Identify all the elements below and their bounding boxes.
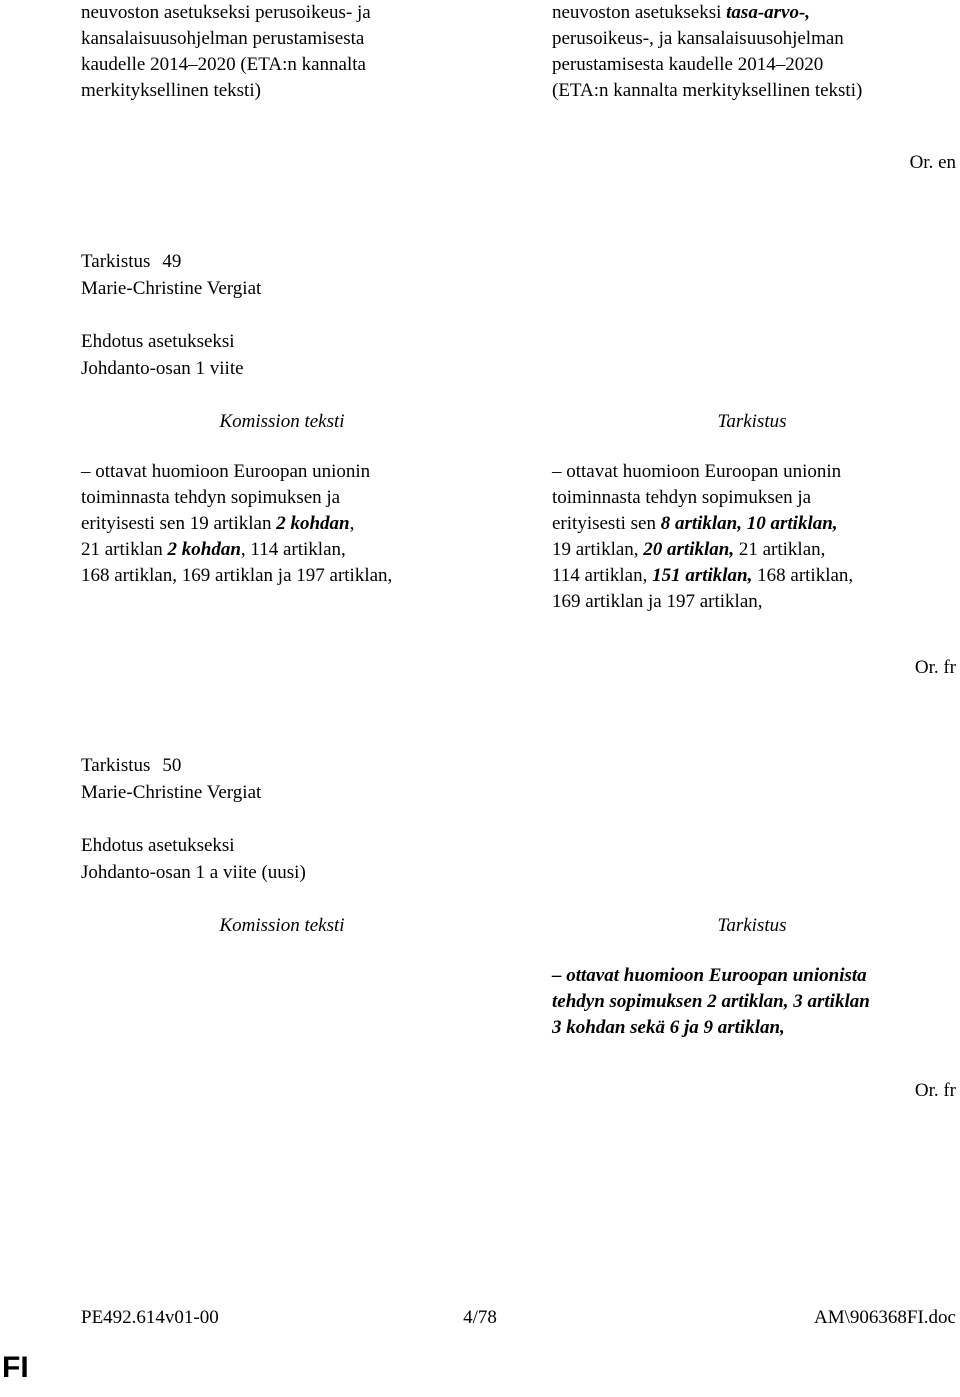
text-run: 21 artiklan, <box>734 539 826 560</box>
header-right-text <box>552 0 952 104</box>
proposal-label: Ehdotus asetukseksi <box>81 835 235 856</box>
emphasized-text: 2 kohdan <box>167 539 241 560</box>
header-right-line: perustamisesta kaudelle 2014–2020 <box>552 54 824 75</box>
header-left-text <box>81 0 501 104</box>
amendment-location: Johdanto-osan 1 a viite (uusi) <box>81 862 306 883</box>
document-filename: AM\906368FI.doc <box>814 1307 956 1328</box>
amendment-text-body <box>552 963 952 1041</box>
header-right-line <box>552 0 952 26</box>
document-reference: PE492.614v01-00 <box>81 1307 219 1328</box>
text-line <box>552 563 952 589</box>
text-line: tehdyn sopimuksen 2 artiklan, 3 artiklan <box>552 991 870 1012</box>
header-right-line: (ETA:n kannalta merkityksellinen teksti) <box>552 80 863 101</box>
text-run: 19 artiklan, <box>552 539 644 560</box>
text-line: toiminnasta tehdyn sopimuksen ja <box>552 487 812 508</box>
commission-text-body <box>81 459 501 589</box>
text-run: erityisesti sen <box>552 513 661 534</box>
proposal-label: Ehdotus asetukseksi <box>81 331 235 352</box>
original-language-fr: Or. fr <box>914 657 956 678</box>
header-left-line: neuvoston asetukseksi perusoikeus- ja <box>81 2 371 23</box>
commission-text-heading: Komission teksti <box>219 915 345 936</box>
amendment-label: Tarkistus <box>81 755 151 776</box>
text-run: 114 artiklan, <box>552 565 653 586</box>
amendment-text-body <box>552 459 952 615</box>
text-line: – ottavat huomioon Euroopan unionista <box>552 965 867 986</box>
amendment-49-title <box>81 249 181 275</box>
text-line: toiminnasta tehdyn sopimuksen ja <box>81 487 341 508</box>
text-line: – ottavat huomioon Euroopan unionin <box>81 461 371 482</box>
text-line: 168 artiklan, 169 artiklan ja 197 artiklan, <box>81 565 393 586</box>
amendment-number: 49 <box>162 251 182 272</box>
text-line: 3 kohdan sekä 6 ja 9 artiklan, <box>552 1017 785 1038</box>
text-line: – ottavat huomioon Euroopan unionin <box>552 461 842 482</box>
text-run: , 114 artiklan, <box>240 539 346 560</box>
amendment-label: Tarkistus <box>81 251 151 272</box>
emphasized-text: tasa-arvo-, <box>726 2 811 23</box>
amendment-number: 50 <box>162 755 182 776</box>
text-line <box>552 537 952 563</box>
original-language-fr: Or. fr <box>914 1080 956 1101</box>
text-run: 21 artiklan <box>81 539 168 560</box>
text-line: 169 artiklan ja 197 artiklan, <box>552 591 763 612</box>
emphasized-text: 151 artiklan, <box>652 565 753 586</box>
amendment-author: Marie-Christine Vergiat <box>81 278 262 299</box>
header-right-line: perusoikeus-, ja kansalaisuusohjelman <box>552 28 844 49</box>
header-left-line: kansalaisuusohjelman perustamisesta <box>81 28 365 49</box>
emphasized-text: 20 artiklan, <box>643 539 735 560</box>
commission-text-heading: Komission teksti <box>219 411 345 432</box>
amendment-location: Johdanto-osan 1 viite <box>81 358 244 379</box>
text-line <box>81 537 501 563</box>
header-left-line: merkityksellinen teksti) <box>81 80 261 101</box>
emphasized-text: 8 artiklan, 10 artiklan, <box>660 513 838 534</box>
page-number: 4/78 <box>463 1307 497 1328</box>
amendment-author: Marie-Christine Vergiat <box>81 782 262 803</box>
emphasized-text: 2 kohdan <box>276 513 350 534</box>
text-run: 168 artiklan, <box>752 565 854 586</box>
text-run: neuvoston asetukseksi <box>552 2 727 23</box>
header-left-line: kaudelle 2014–2020 (ETA:n kannalta <box>81 54 366 75</box>
text-line <box>81 511 501 537</box>
amendment-50-title <box>81 753 181 779</box>
language-code: FI <box>2 1351 29 1384</box>
text-run: erityisesti sen 19 artiklan <box>81 513 277 534</box>
amendment-text-heading: Tarkistus <box>717 915 787 936</box>
original-language-en: Or. en <box>909 152 956 173</box>
text-run: , <box>349 513 355 534</box>
text-line <box>552 511 952 537</box>
amendment-text-heading: Tarkistus <box>717 411 787 432</box>
